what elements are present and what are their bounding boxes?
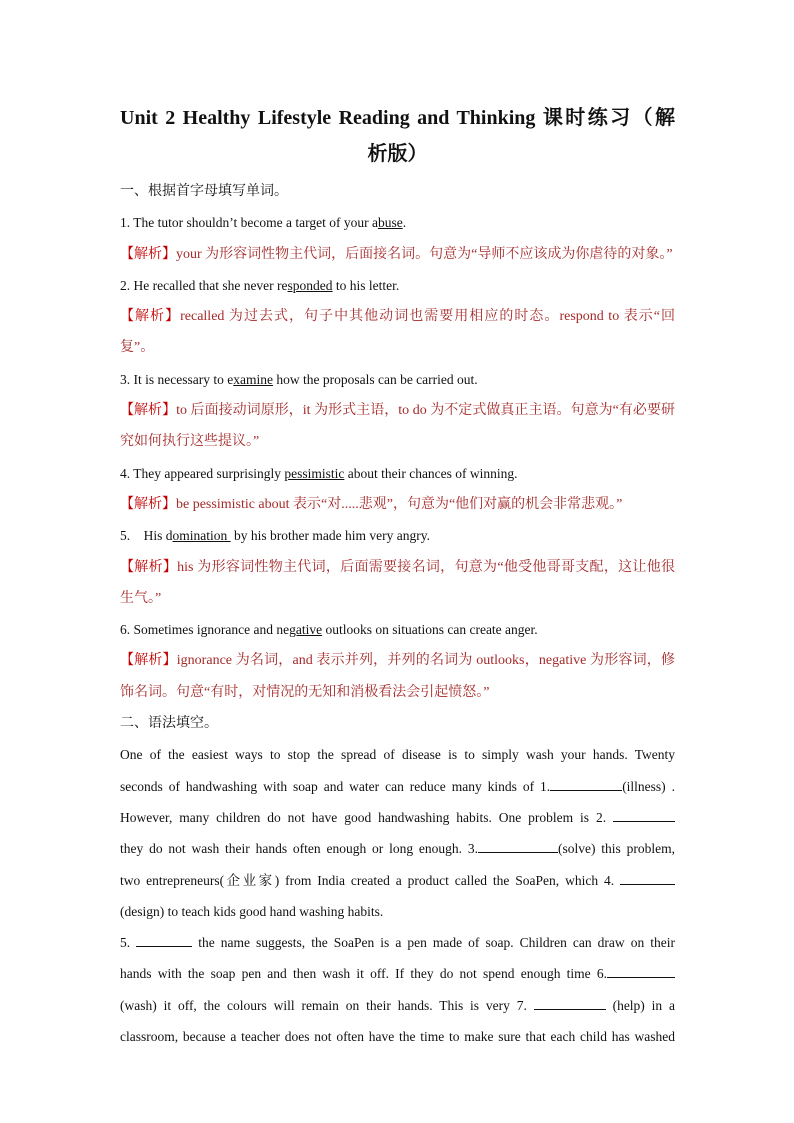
question-6: 6. Sometimes ignorance and negative outlooks on situations can create anger.	[120, 622, 538, 638]
question-2: 2. He recalled that she never responded to his letter.	[120, 277, 400, 293]
page-title: Unit 2 Healthy Lifestyle Reading and Thinking 课时练习（解	[120, 107, 675, 129]
blank-2[interactable]	[613, 807, 675, 822]
question-3: 3. It is necessary to examine how the proposals can be carried out.	[120, 371, 478, 387]
question-5: 5. His domination by his brother made him very angry.	[120, 528, 430, 544]
analysis-5: 【解析】his 为形容词性物主代词，后面需要接名词，句意为“他受他哥哥支配，这让他很生气。”	[120, 559, 675, 606]
passage-line: hands with the soap pen and then wash it off. If they do not spend enough time 6.	[120, 958, 675, 989]
passage-line: (wash) it off, the colours will remain on their hands. This is very 7. (help) in a	[120, 990, 675, 1021]
blank-1[interactable]	[550, 776, 622, 791]
blank-6[interactable]	[607, 963, 675, 978]
passage-line: (design) to teach kids good hand washing habits.	[120, 903, 384, 919]
question-4: 4. They appeared surprisingly pessimistic about their chances of winning.	[120, 465, 518, 481]
document-page	[120, 100, 675, 1052]
blank-3[interactable]	[478, 838, 558, 853]
passage-line: classroom, because a teacher does not often have the time to make sure that each child has washed	[120, 1029, 675, 1045]
blank-7[interactable]	[534, 995, 606, 1010]
blank-5[interactable]	[136, 932, 192, 947]
page-title-continued: 析版）	[367, 143, 428, 165]
analysis-3: 【解析】to 后面接动词原形，it 为形式主语，to do 为不定式做真正主语。句意为“有必要研究如何执行这些提议。”	[120, 403, 675, 450]
section-heading-1: 一、根据首字母填写单词。	[120, 184, 288, 199]
analysis-2: 【解析】recalled 为过去式，句子中其他动词也需要用相应的时态。respond to 表示“回复”。	[120, 309, 676, 356]
passage-line: two entrepreneurs(企业家) from India created a product called the SoaPen, which 4.	[120, 865, 675, 896]
passage-line: they do not wash their hands often enough or long enough. 3. (solve) this problem,	[120, 833, 675, 864]
question-1: 1. The tutor shouldn’t become a target of your abuse.	[120, 215, 407, 231]
section-heading-2: 二、语法填空。	[120, 716, 218, 732]
passage-line: One of the easiest ways to stop the spread of disease is to simply wash your hands. Twenty	[120, 747, 675, 763]
analysis-1: 【解析】your 为形容词性物主代词，后面接名词。句意为“导师不应该成为你虐待的对象。”	[120, 246, 673, 262]
analysis-4: 【解析】be pessimistic about 表示“对.....悲观”，句意为“他们对赢的机会非常悲观。”	[120, 496, 623, 512]
cloze-passage	[120, 739, 675, 1052]
analysis-6: 【解析】ignorance 为名词，and 表示并列，并列的名词为 outlooks，negative 为形容词，修饰名词。句意“有时，对情况的无知和消极看法会引起愤怒。”	[120, 653, 675, 700]
blank-4[interactable]	[620, 870, 675, 885]
passage-line: 5. the name suggests, the SoaPen is a pen made of soap. Children can draw on their	[120, 927, 675, 958]
passage-line: However, many children do not have good handwashing habits. One problem is 2.	[120, 802, 675, 833]
passage-line: seconds of handwashing with soap and water can reduce many kinds of 1. (illness) .	[120, 771, 675, 802]
